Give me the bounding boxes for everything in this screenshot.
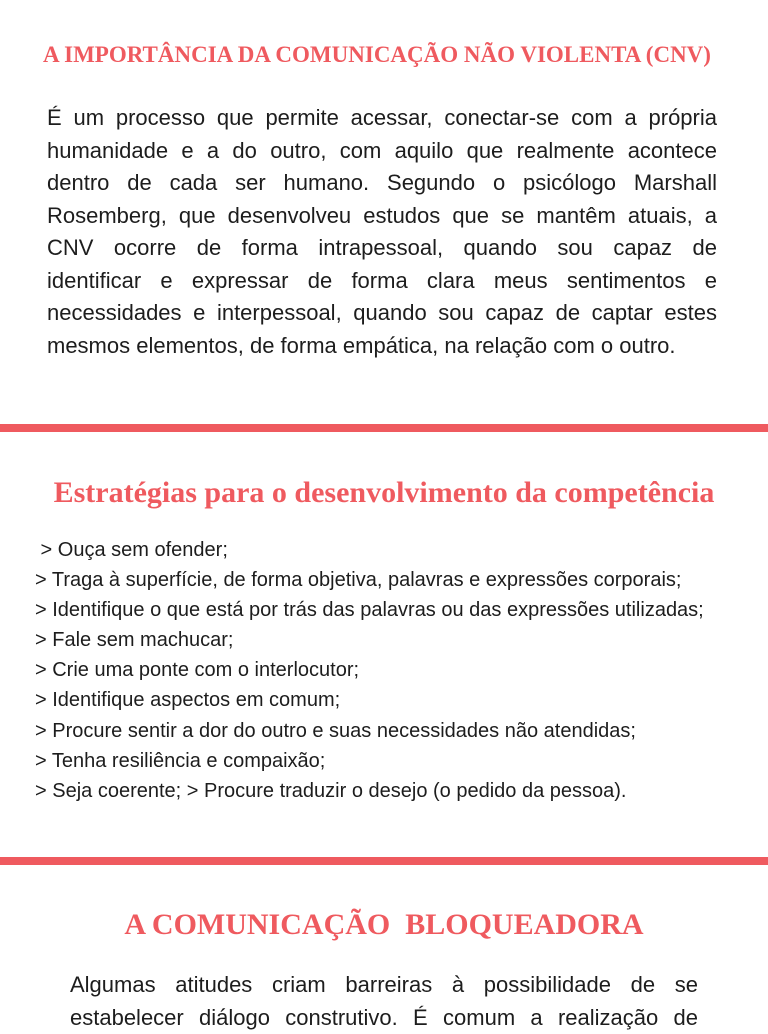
paragraph-line: CNV ocorre de forma intrapessoal, quando sou capaz de: [47, 232, 717, 265]
section-divider: [0, 424, 768, 432]
cnv-paragraph: [47, 102, 717, 362]
list-item: > Identifique aspectos em comum;: [35, 685, 760, 715]
paragraph-line: Rosemberg, que desenvolveu estudos que se mantêm atuais, a: [47, 200, 717, 233]
list-item: > Seja coerente; > Procure traduzir o desejo (o pedido da pessoa).: [35, 776, 760, 806]
paragraph-line: estabelecer diálogo construtivo. É comum a realização de: [70, 1002, 698, 1034]
list-item: > Ouça sem ofender;: [35, 535, 760, 565]
list-item: > Crie uma ponte com o interlocutor;: [35, 655, 760, 685]
paragraph-line: identificar e expressar de forma clara meus sentimentos e: [47, 265, 717, 298]
section-divider: [0, 857, 768, 865]
paragraph-line: É um processo que permite acessar, conectar-se com a própria: [47, 102, 717, 135]
list-item: > Identifique o que está por trás das palavras ou das expressões utilizadas;: [35, 595, 760, 625]
blocking-paragraph: [70, 969, 698, 1034]
strategy-list: [35, 535, 760, 806]
paragraph-line: dentro de cada ser humano. Segundo o psicólogo Marshall: [47, 167, 717, 200]
list-item: > Tenha resiliência e compaixão;: [35, 746, 760, 776]
section-title-cnv: A IMPORTÂNCIA DA COMUNICAÇÃO NÃO VIOLENTA (CNV): [0, 40, 754, 70]
list-item: > Procure sentir a dor do outro e suas necessidades não atendidas;: [35, 716, 760, 746]
section-title-blocking: A COMUNICAÇÃO BLOQUEADORA: [0, 907, 768, 943]
list-item: > Fale sem machucar;: [35, 625, 760, 655]
paragraph-line: Algumas atitudes criam barreiras à possibilidade de se: [70, 969, 698, 1002]
paragraph-line: mesmos elementos, de forma empática, na relação com o outro.: [47, 330, 717, 363]
paragraph-line: necessidades e interpessoal, quando sou capaz de captar estes: [47, 297, 717, 330]
section-title-strategies: Estratégias para o desenvolvimento da competência: [0, 475, 768, 511]
paragraph-line: humanidade e a do outro, com aquilo que realmente acontece: [47, 135, 717, 168]
list-item: > Traga à superfície, de forma objetiva, palavras e expressões corporais;: [35, 565, 760, 595]
